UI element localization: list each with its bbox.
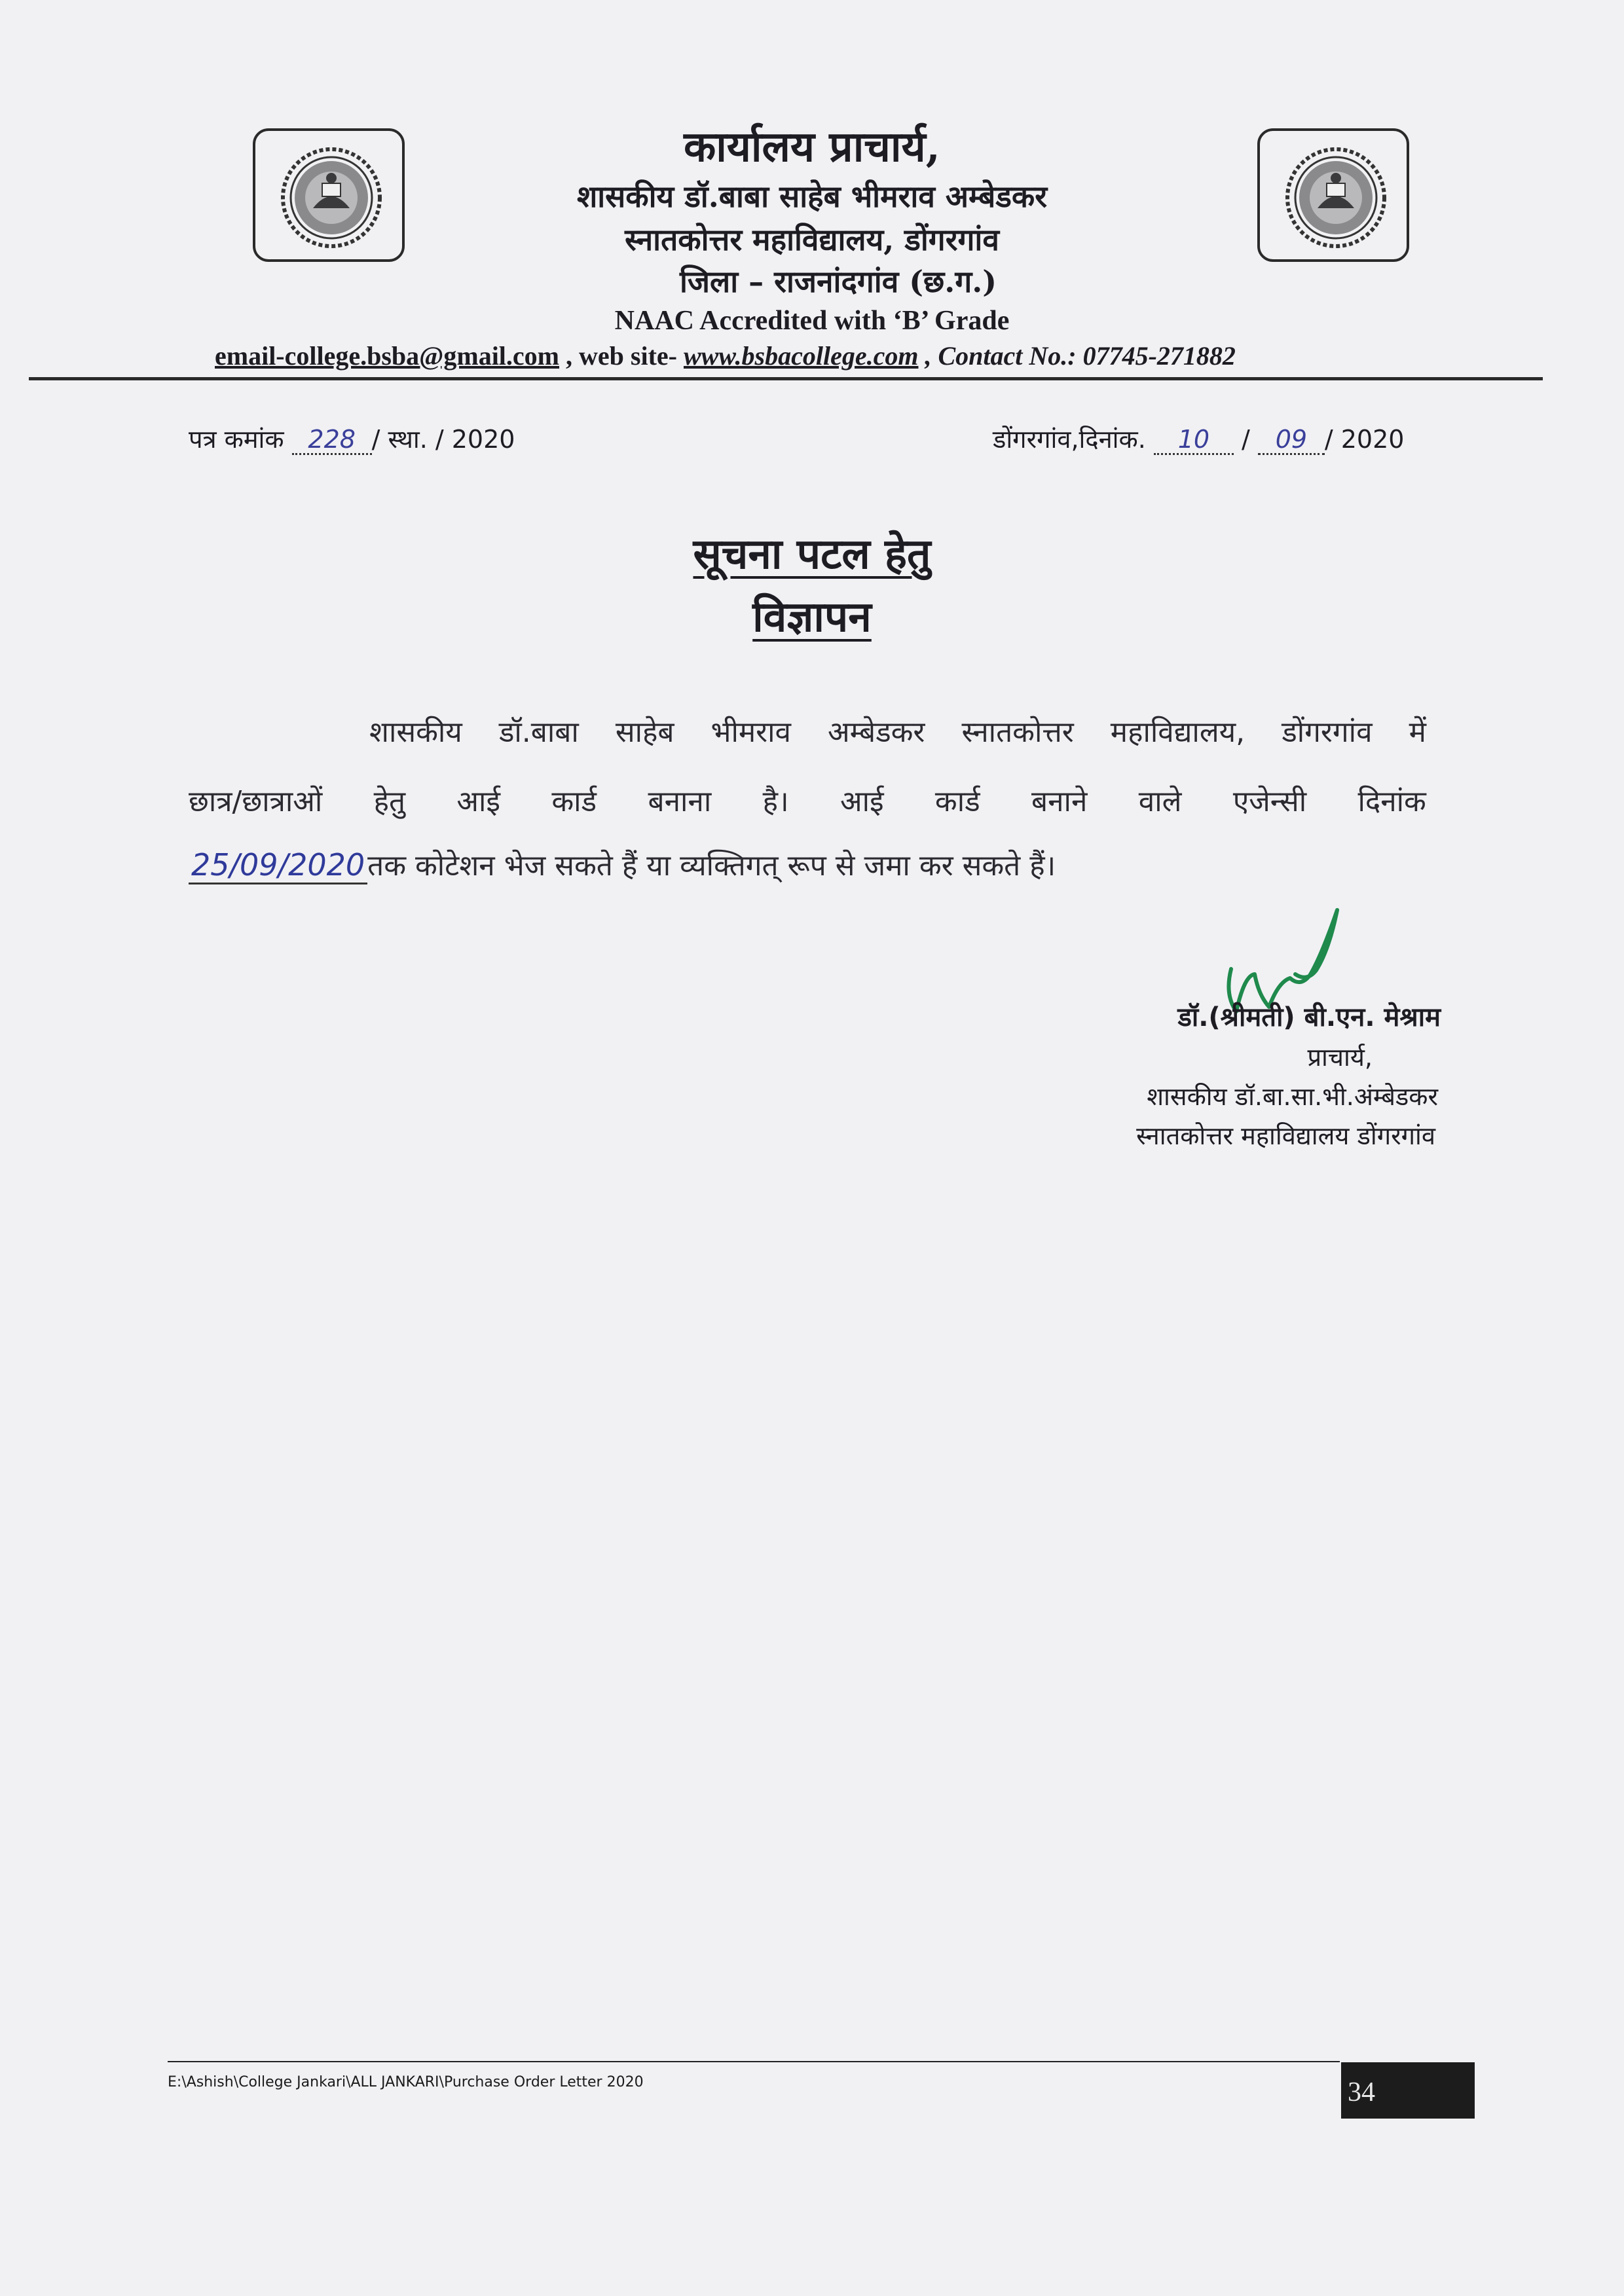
body-word: हेतु: [373, 785, 406, 818]
letter-number: [189, 422, 515, 456]
website-link[interactable]: www.bsbacollege.com: [683, 341, 919, 371]
signatory-designation: प्राचार्य,: [1307, 1043, 1373, 1072]
header-divider: [29, 377, 1543, 380]
body-word: एजेन्सी: [1232, 785, 1307, 818]
date-separator: /: [1241, 425, 1250, 454]
body-word: अम्बेडकर: [828, 716, 925, 749]
footer-file-path: E:\Ashish\College Jankari\ALL JANKARI\Purchase Order Letter 2020: [168, 2074, 644, 2090]
body-word: स्नातकोत्तर: [961, 716, 1074, 749]
place-date-label: डोंगरगांव,दिनांक.: [993, 425, 1146, 454]
letter-number-label: पत्र कमांक: [189, 425, 284, 454]
body-word: दिनांक: [1357, 785, 1426, 818]
signatory-org-line2: स्नातकोत्तर महाविद्यालय डोंगरगांव: [1136, 1121, 1435, 1150]
body-word: डोंगरगांव: [1282, 716, 1373, 749]
office-title: कार्यालय प्राचार्य,: [684, 122, 940, 172]
notice-heading-text: सूचना पटल हेतु: [693, 530, 931, 579]
body-word: भीमराव: [710, 716, 792, 749]
college-name-line1: शासकीय डॉ.बाबा साहेब भीमराव अम्बेडकर: [576, 179, 1048, 214]
college-name-line2: स्नातकोत्तर महाविद्यालय, डोंगरगांव: [625, 222, 999, 257]
body-line-3-text: तक कोटेशन भेज सकते हैं या व्यक्तिगत् रूप से जमा कर सकते हैं।: [367, 849, 1056, 883]
date-month: 09: [1258, 427, 1325, 455]
body-word: वाले: [1138, 785, 1182, 818]
website-label: , web site-: [559, 341, 684, 371]
body-word: बनाने: [1031, 785, 1088, 818]
paragraph-indent: [189, 711, 333, 750]
letter-number-value: 228: [292, 427, 372, 455]
body-word: छात्र/छात्राओं: [189, 785, 323, 818]
body-word: आई: [456, 785, 500, 818]
body-word: महाविद्यालय,: [1110, 716, 1246, 749]
body-line-3: [189, 845, 1426, 884]
body-word: कार्ड: [551, 785, 597, 818]
date-year: / 2020: [1324, 425, 1405, 454]
place-date: [993, 422, 1404, 456]
footer-divider: [168, 2061, 1340, 2062]
body-word: कार्ड: [934, 785, 980, 818]
letter-number-suffix: / स्था. / 2020: [371, 425, 515, 454]
contact-number: , Contact No.: 07745-271882: [918, 341, 1236, 371]
accreditation-line: NAAC Accredited with ‘B’ Grade: [614, 306, 1010, 336]
body-word: में: [1409, 716, 1426, 749]
body-word: बनाना: [648, 785, 712, 818]
body-word: आई: [840, 785, 884, 818]
district-line: जिला – राजनांदगांव (छ.ग.): [679, 264, 997, 299]
signatory-org-line1: शासकीय डॉ.बा.सा.भी.अंम्बेडकर: [1147, 1082, 1438, 1111]
body-word: डॉ.बाबा: [498, 716, 579, 749]
date-day: 10: [1154, 427, 1234, 455]
notice-heading: [0, 524, 1624, 581]
page-number: 34: [1341, 2062, 1475, 2119]
body-line-1: [189, 711, 1426, 750]
body-word: है।: [762, 785, 789, 818]
signatory-name: डॉ.(श्रीमती) बी.एन. मेश्राम: [1177, 1002, 1441, 1032]
body-line-2: [189, 780, 1426, 820]
deadline-date: 25/09/2020: [189, 847, 367, 884]
advertisement-heading-text: विज्ञापन: [752, 593, 872, 642]
advertisement-heading: [0, 587, 1624, 644]
email-link[interactable]: email-college.bsba@gmail.com: [215, 341, 559, 371]
body-word: शासकीय: [369, 716, 462, 749]
body-word: साहेब: [615, 716, 674, 749]
contact-line: [215, 340, 1433, 371]
